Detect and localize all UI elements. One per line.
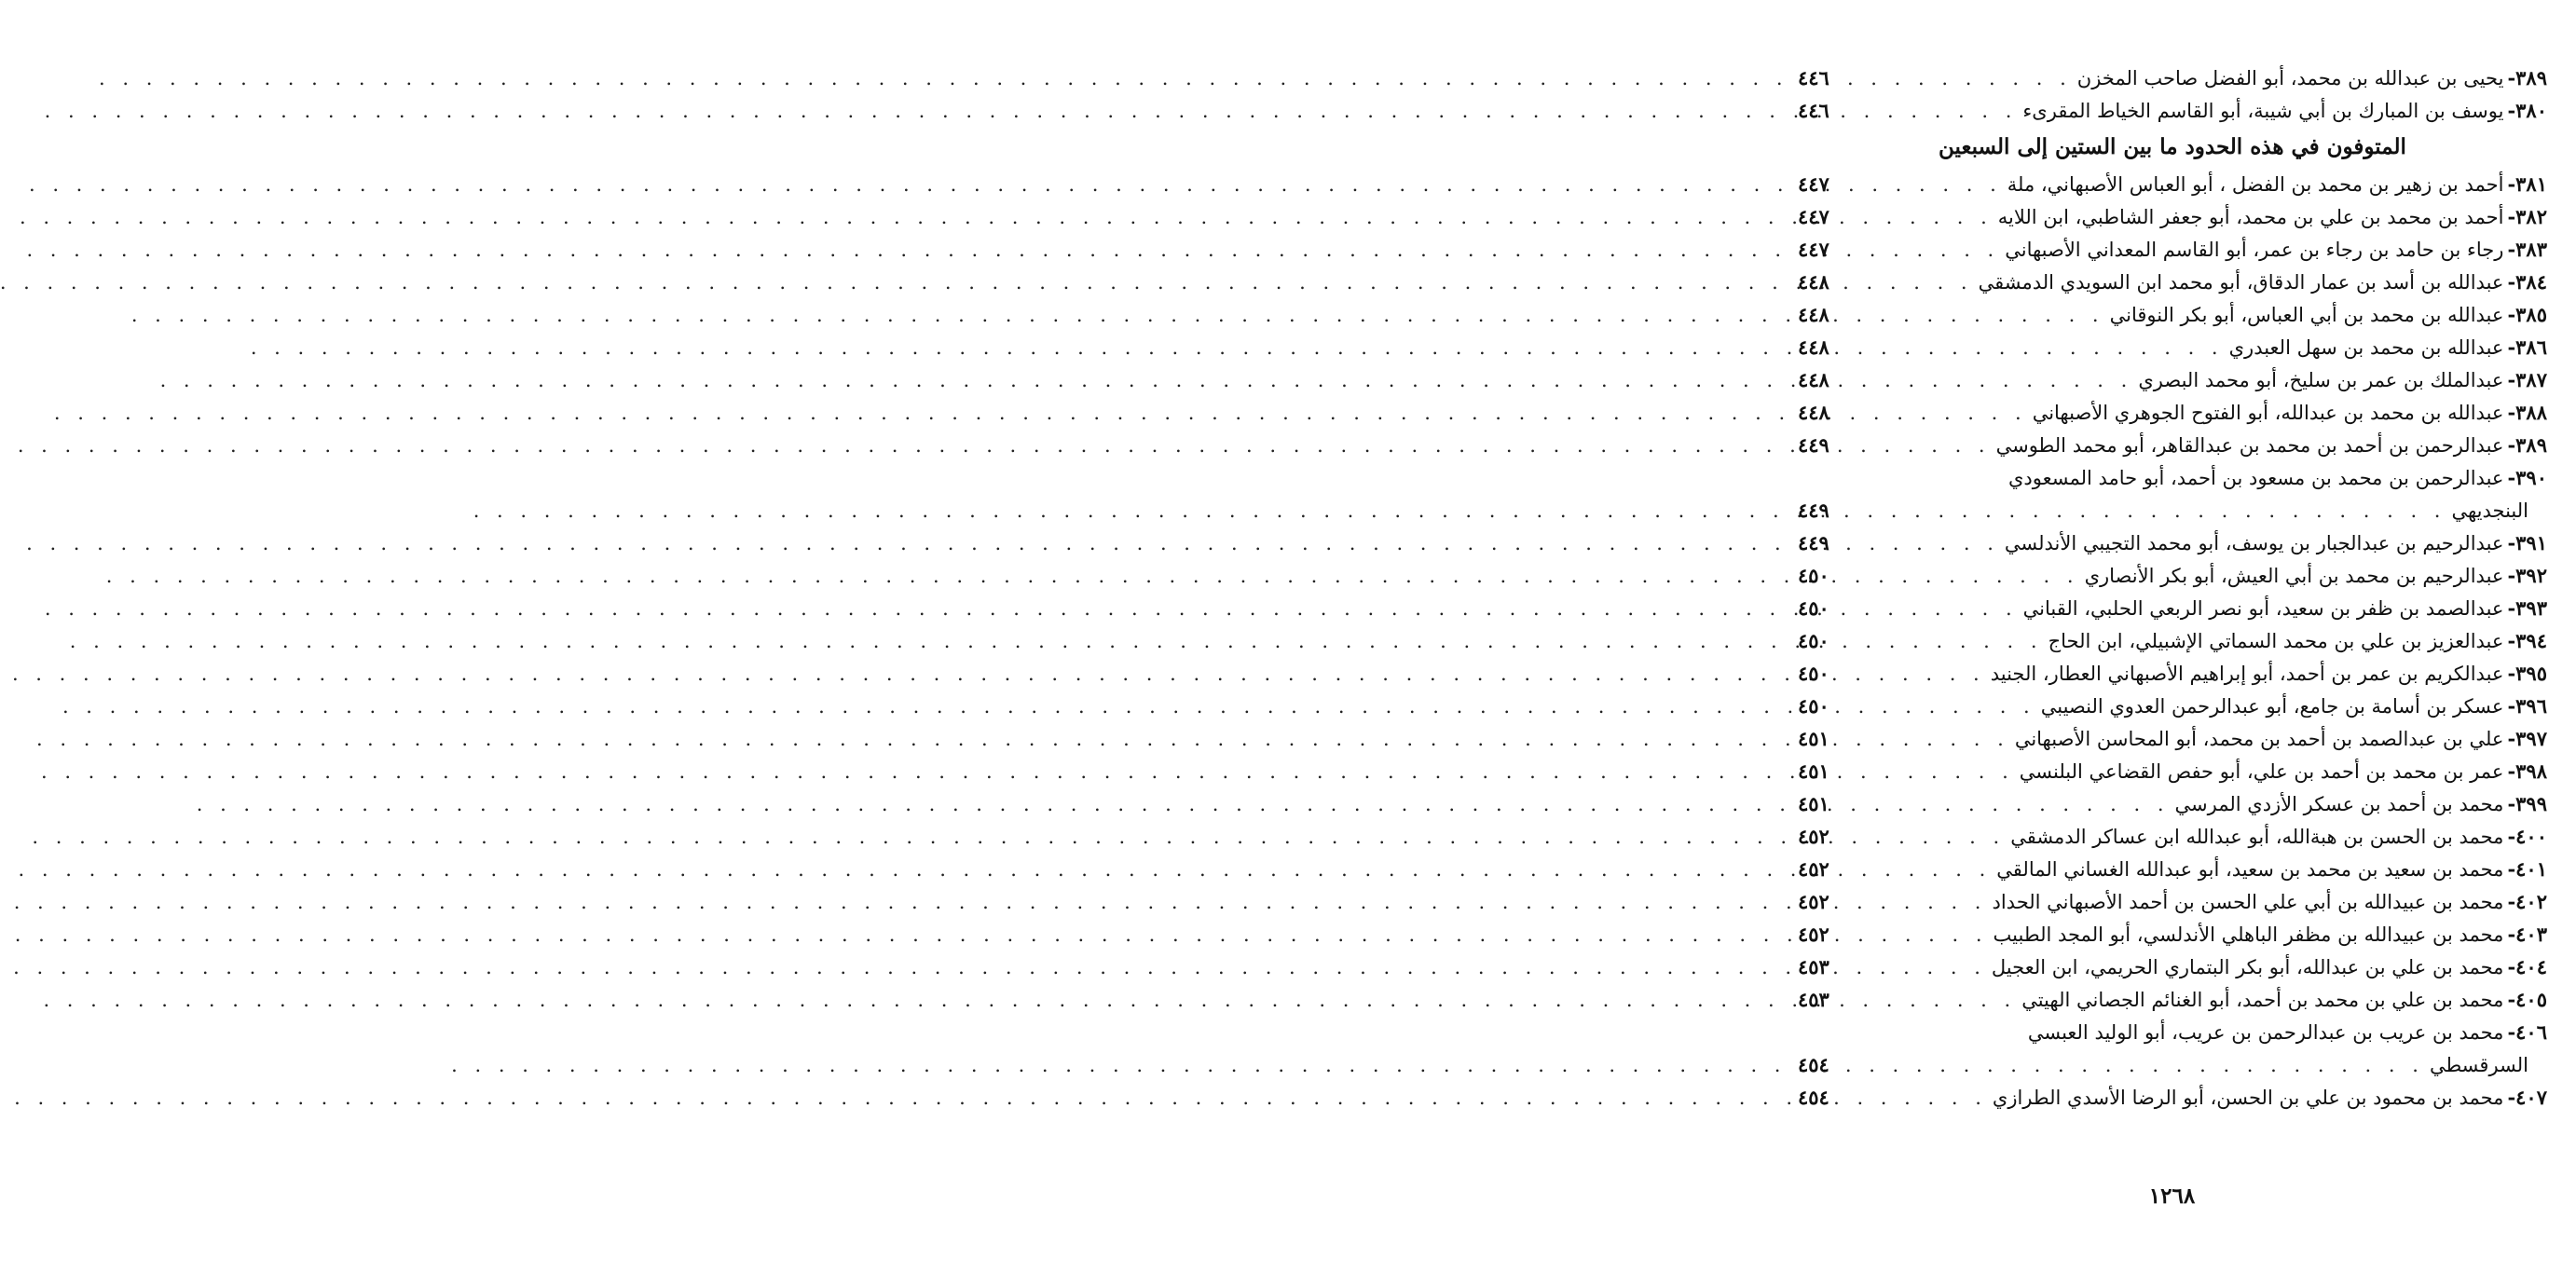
entry-title: محمد بن عبيدالله بن مظفر الباهلي الأندلسي، أبو المجد الطبيب xyxy=(1993,923,2504,946)
page-ref: ٤٤٨ xyxy=(1798,335,1829,359)
entry-title: أحمد بن محمد بن علي بن محمد، أبو جعفر الشاطبي، ابن اللايه xyxy=(1997,206,2504,228)
dot-leader xyxy=(1841,854,1996,886)
toc-entry xyxy=(1798,527,2547,559)
page-ref: ٤٤٦ xyxy=(1798,99,1829,122)
toc-entry xyxy=(1798,461,2547,494)
page-ref: ٤٤٩ xyxy=(1798,433,1829,457)
toc-entry xyxy=(1798,559,2547,592)
page-ref: ٤٥٤ xyxy=(1798,1086,1829,1109)
page-ref: ٤٤٨ xyxy=(1798,270,1829,294)
toc-entry xyxy=(1798,429,2547,461)
entry-title: عبدالرحيم بن عبدالجبار بن يوسف، أبو محمد التجيبي الأندلسي xyxy=(2004,532,2504,554)
entry-number: ٤٠١- xyxy=(2507,857,2547,881)
entry-number: ٤٠٥- xyxy=(2507,988,2547,1011)
entry-number: ٣٨٩- xyxy=(2507,66,2547,89)
dot-leader xyxy=(1841,495,2451,527)
page-number: ١٢٦٨ xyxy=(2148,1183,2196,1209)
entry-title: محمد بن أحمد بن عسكر الأزدي المرسي xyxy=(2174,793,2504,815)
toc-list-main xyxy=(1798,168,2547,1114)
entry-number: ٣٨٥- xyxy=(2507,303,2547,326)
page-ref: ٤٥٢ xyxy=(1798,857,1829,881)
entry-number: ٣٩٥- xyxy=(2507,662,2547,685)
toc-entry-continuation xyxy=(1798,1048,2547,1081)
entry-title: يحيى بن عبدالله بن محمد، أبو الفضل صاحب المخزن xyxy=(2076,67,2504,89)
toc-entry xyxy=(1798,200,2547,233)
entry-title: عبدالملك بن عمر بن سليخ، أبو محمد البصري xyxy=(2138,369,2504,391)
dot-leader xyxy=(1841,430,1996,462)
page-ref: ٤٥٢ xyxy=(1798,825,1829,848)
entry-number: ٤٠٦- xyxy=(2507,1020,2547,1044)
entry-number: ٣٩٠- xyxy=(2507,466,2547,489)
entry-number: ٤٠٤- xyxy=(2507,955,2547,978)
entry-title: عسكر بن أسامة بن جامع، أبو عبدالرحمن العدوي النصيبي xyxy=(2040,695,2504,718)
page-ref: ٤٤٧ xyxy=(1798,238,1829,261)
dot-leader xyxy=(1841,658,1991,691)
entry-number: ٣٩١- xyxy=(2507,531,2547,554)
dot-leader xyxy=(1841,886,1992,919)
toc-entry xyxy=(1798,722,2547,755)
dot-leader xyxy=(1841,62,2077,95)
entry-title: عمر بن محمد بن أحمد بن علي، أبو حفص القضاعي البلنسي xyxy=(2019,760,2504,783)
toc-entry xyxy=(1798,592,2547,624)
toc-entry xyxy=(1798,62,2547,94)
page-ref: ٤٥٠ xyxy=(1798,596,1829,620)
toc-entry xyxy=(1798,755,2547,787)
toc-entry xyxy=(1798,787,2547,820)
toc-entry xyxy=(1798,363,2547,396)
dot-leader xyxy=(1841,821,2010,854)
page-ref: ٤٥٣ xyxy=(1798,988,1829,1011)
toc-entry xyxy=(1798,918,2547,951)
dot-leader xyxy=(1841,201,1998,234)
dot-leader xyxy=(1841,919,1994,951)
page-ref: ٤٤٩ xyxy=(1798,499,1829,522)
entry-number: ٣٨٣- xyxy=(2507,238,2547,261)
page-ref: ٤٤٨ xyxy=(1798,368,1829,391)
entry-title: محمد بن علي بن محمد بن أحمد، أبو الغنائم الجصاني الهيتي xyxy=(2021,989,2504,1011)
page-ref: ٤٤٦ xyxy=(1798,66,1829,89)
dot-leader xyxy=(1841,169,2007,201)
entry-number: ٣٨٦- xyxy=(2507,335,2547,359)
entry-number: ٣٩٢- xyxy=(2507,564,2547,587)
page-ref: ٤٥٠ xyxy=(1798,662,1829,685)
dot-leader xyxy=(1841,527,2005,560)
toc-entry xyxy=(1798,951,2547,983)
entry-number: ٣٩٤- xyxy=(2507,629,2547,652)
entry-title: أحمد بن زهير بن محمد بن الفضل ، أبو العباس الأصبهاني، ملة xyxy=(2007,173,2504,196)
entry-number: ٣٨٢- xyxy=(2507,205,2547,228)
toc-entry xyxy=(1798,624,2547,657)
dot-leader xyxy=(1841,984,2021,1017)
page-ref: ٤٥٣ xyxy=(1798,955,1829,978)
toc-entry xyxy=(1798,853,2547,885)
entry-number: ٣٩٧- xyxy=(2507,727,2547,750)
dot-leader xyxy=(1841,364,2138,397)
dot-leader xyxy=(1841,560,2085,593)
dot-leader xyxy=(1841,1049,2430,1082)
page-ref: ٤٥٠ xyxy=(1798,694,1829,718)
entry-title: محمد بن محمود بن علي بن الحسن، أبو الرضا الأسدي الطرازي xyxy=(1992,1087,2504,1109)
dot-leader xyxy=(1841,299,2110,332)
page-ref: ٤٤٨ xyxy=(1798,303,1829,326)
toc-entry-continuation xyxy=(1798,494,2547,527)
toc-entry xyxy=(1798,885,2547,918)
entry-title: عبدالرحيم بن محمد بن أبي العيش، أبو بكر الأنصاري xyxy=(2084,565,2504,587)
page-ref: ٤٥٢ xyxy=(1798,890,1829,913)
dot-leader xyxy=(1841,1082,1993,1115)
entry-title: محمد بن الحسن بن هبةالله، أبو عبدالله ابن عساكر الدمشقي xyxy=(2010,826,2504,848)
dot-leader xyxy=(1841,951,1992,984)
entry-title: عبدالرحمن بن أحمد بن محمد بن عبدالقاهر، أبو محمد الطوسي xyxy=(1995,434,2504,457)
entry-title: عبدالرحمن بن محمد بن مسعود بن أحمد، أبو حامد المسعودي xyxy=(2007,467,2504,489)
entry-title: علي بن عبدالصمد بن أحمد بن محمد، أبو المحاسن الأصبهاني xyxy=(2014,728,2504,750)
entry-number: ٤٠٠- xyxy=(2507,825,2547,848)
page-ref: ٤٤٩ xyxy=(1798,531,1829,554)
page-ref: ٤٥٠ xyxy=(1798,629,1829,652)
entry-title: عبدالصمد بن ظفر بن سعيد، أبو نصر الربعي الحلبي، القباني xyxy=(2022,597,2504,620)
toc-entry xyxy=(1798,266,2547,298)
page-ref: ٤٥١ xyxy=(1798,727,1829,750)
toc-entry xyxy=(1798,233,2547,266)
page-ref: ٤٥٤ xyxy=(1798,1053,1829,1076)
entry-title: رجاء بن حامد بن رجاء بن عمر، أبو القاسم المعداني الأصبهاني xyxy=(2005,239,2504,261)
dot-leader xyxy=(1841,593,2023,625)
toc-entry xyxy=(1798,94,2547,127)
entry-title: محمد بن سعيد بن محمد بن سعيد، أبو عبدالله الغساني المالقي xyxy=(1996,858,2504,881)
toc-entry xyxy=(1798,983,2547,1016)
section-heading: المتوفون في هذه الحدود ما بين الستين إلى السبعين xyxy=(1939,134,2406,159)
toc-entry xyxy=(1798,820,2547,853)
entry-number: ٣٨٨- xyxy=(2507,401,2547,424)
entry-number: ٣٨٠- xyxy=(2507,99,2547,122)
toc-list-before xyxy=(1798,62,2547,127)
entry-title: عبدالله بن محمد بن أبي العباس، أبو بكر النوقاني xyxy=(2109,304,2504,326)
dot-leader xyxy=(1841,397,2033,430)
toc-page xyxy=(1798,62,2547,1114)
entry-title: يوسف بن المبارك بن أبي شيبة، أبو القاسم الخياط المقرىء xyxy=(2022,100,2504,122)
dot-leader xyxy=(1841,234,2005,267)
entry-number: ٣٨٧- xyxy=(2507,368,2547,391)
entry-number: ٣٨١- xyxy=(2507,172,2547,196)
entry-title: عبدالله بن محمد بن عبدالله، أبو الفتوح الجوهري الأصبهاني xyxy=(2032,402,2504,424)
toc-entry xyxy=(1798,331,2547,363)
entry-number: ٤٠٢- xyxy=(2507,890,2547,913)
page-ref: ٤٤٧ xyxy=(1798,172,1829,196)
entry-number: ٣٩٨- xyxy=(2507,759,2547,783)
entry-title: عبدالعزيز بن علي بن محمد السماتي الإشبيلي، ابن الحاج xyxy=(2048,630,2504,652)
entry-number: ٣٨٩- xyxy=(2507,433,2547,457)
entry-number: ٤٠٣- xyxy=(2507,923,2547,946)
entry-title: محمد بن عريب بن عبدالرحمن بن عريب، أبو الوليد العبسي xyxy=(2027,1021,2504,1044)
dot-leader xyxy=(1841,95,2022,128)
page-ref: ٤٤٨ xyxy=(1798,401,1829,424)
toc-entry xyxy=(1798,298,2547,331)
entry-title: عبدالله بن أسد بن عمار الدقاق، أبو محمد ابن السويدي الدمشقي xyxy=(1978,271,2504,294)
entry-title-continuation: السرقسطي xyxy=(2429,1054,2528,1076)
dot-leader xyxy=(1841,332,2229,364)
toc-entry xyxy=(1798,1081,2547,1114)
dot-leader xyxy=(1841,691,2041,723)
dot-leader xyxy=(1841,267,1979,299)
entry-number: ٤٠٧- xyxy=(2507,1086,2547,1109)
toc-entry xyxy=(1798,657,2547,690)
toc-entry xyxy=(1798,1016,2547,1048)
entry-number: ٣٩٦- xyxy=(2507,694,2547,718)
page-ref: ٤٥٢ xyxy=(1798,923,1829,946)
entry-title: عبدالكريم بن عمر بن أحمد، أبو إبراهيم الأصبهاني العطار، الجنيد xyxy=(1990,663,2504,685)
toc-entry xyxy=(1798,396,2547,429)
dot-leader xyxy=(1841,625,2048,658)
toc-entry xyxy=(1798,690,2547,722)
dot-leader xyxy=(1841,788,2175,821)
page-ref: ٤٥١ xyxy=(1798,759,1829,783)
entry-number: ٣٨٤- xyxy=(2507,270,2547,294)
toc-entry xyxy=(1798,168,2547,200)
entry-title: محمد بن علي بن عبدالله، أبو بكر البتماري الحريمي، ابن العجيل xyxy=(1991,956,2504,978)
dot-leader xyxy=(1841,756,2020,788)
dot-leader xyxy=(1841,723,2015,756)
entry-number: ٣٩٩- xyxy=(2507,792,2547,815)
entry-title: محمد بن عبيدالله بن أبي علي الحسن بن أحمد الأصبهاني الحداد xyxy=(1992,891,2504,913)
page-ref: ٤٤٧ xyxy=(1798,205,1829,228)
page-ref: ٤٥٠ xyxy=(1798,564,1829,587)
entry-title: عبدالله بن محمد بن سهل العبدري xyxy=(2228,336,2504,359)
entry-number: ٣٩٣- xyxy=(2507,596,2547,620)
entry-title-continuation: البنجديهي xyxy=(2451,499,2528,522)
page-ref: ٤٥١ xyxy=(1798,792,1829,815)
